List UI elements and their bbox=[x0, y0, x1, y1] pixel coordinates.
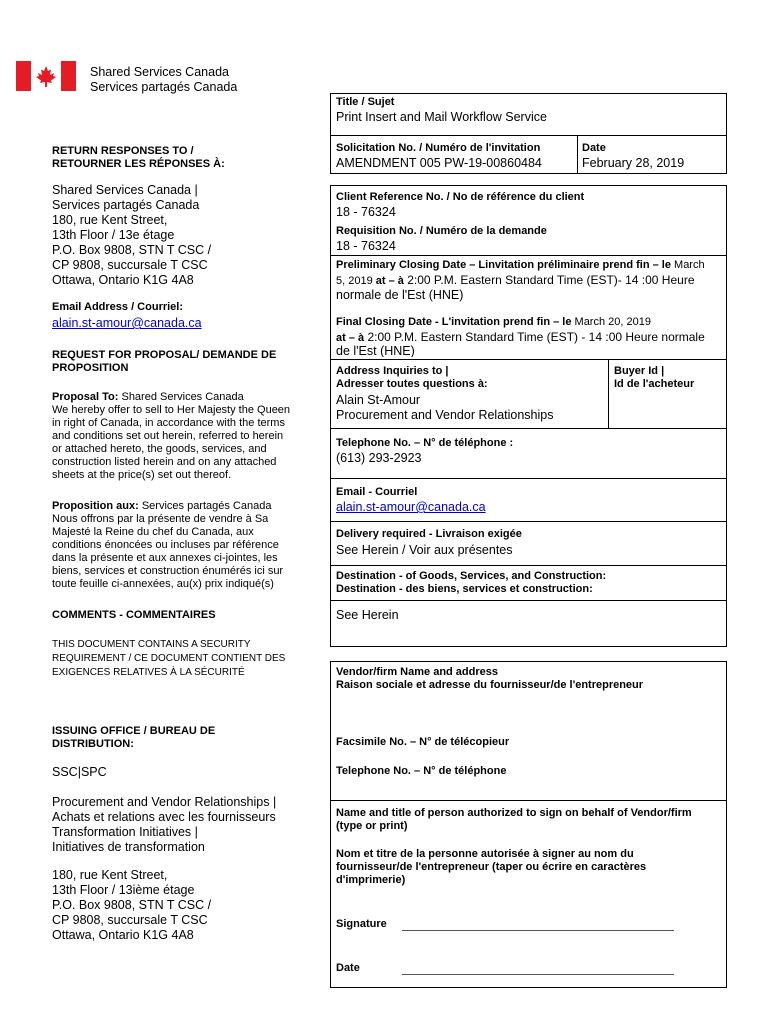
proposal-to-body: We hereby offer to sell to Her Majesty the Queen in right of Canada, in accordance with the terms and conditions set out herein, referred to herein or attached hereto, the goods, services, and construction listed herein and on any attached sheets at the price(s) set out thereof. bbox=[52, 404, 291, 481]
signature-label: Signature bbox=[336, 918, 387, 930]
destination-divider bbox=[330, 565, 727, 566]
prelim-line2-date: 5, 2019 bbox=[336, 275, 376, 287]
final-date: March 20, 2019 bbox=[571, 316, 651, 328]
title-value: Print Insert and Mail Workflow Service bbox=[336, 110, 547, 124]
client-ref-label: Client Reference No. / No de référence du client bbox=[336, 191, 585, 203]
prelim-label: Preliminary Closing Date – Linvitation préliminaire prend fin – le bbox=[336, 259, 671, 271]
final-line2-time: 2:00 P.M. Eastern Standard Time (EST) - 14 :00 Heure normale bbox=[364, 330, 705, 344]
date-divider bbox=[577, 135, 578, 174]
vendor-phone-label: Telephone No. – N° de téléphone bbox=[336, 765, 507, 777]
sign-date-line[interactable] bbox=[402, 974, 674, 975]
proposition-body: Nous offrons par la présente de vendre à Sa Majesté la Reine du chef du Canada, aux conditions énoncées ou incluses par référence dans la présente et aux annexes ci-jointes, les biens, services et construction énumérés ici sur toute feuille ci-annexées, au(x) prix indiqué(s) bbox=[52, 513, 284, 590]
title-label: Title / Sujet bbox=[336, 96, 395, 108]
title-divider bbox=[330, 135, 727, 136]
destination-value-divider bbox=[330, 600, 727, 601]
inquiries-divider bbox=[330, 359, 727, 360]
signer-label-fr: Nom et titre de la personne autorisée à signer au nom du fournisseur/de l'entrepreneur (taper ou écrire en caractères d'imprimerie) bbox=[336, 848, 647, 886]
prelim-line2-time: 2:00 P.M. Eastern Standard Time (EST)- 14 :00 Heure bbox=[403, 273, 695, 287]
prelim-line3: normale de l'Est (HNE) bbox=[336, 288, 464, 302]
phone-value: (613) 293-2923 bbox=[336, 451, 422, 465]
prelim-line2-at: at – à bbox=[375, 275, 404, 287]
inquiries-name: Alain St-Amour bbox=[336, 393, 421, 407]
buyer-divider bbox=[608, 359, 609, 428]
solicitation-label: Solicitation No. / Numéro de l'invitation bbox=[336, 142, 541, 154]
org-name-en: Shared Services Canada bbox=[90, 65, 229, 79]
delivery-value: See Herein / Voir aux présentes bbox=[336, 543, 513, 557]
final-closing bbox=[336, 316, 722, 329]
signer-label-en: Name and title of person authorized to sign on behalf of Vendor/firm (type or print) bbox=[336, 807, 692, 832]
issuing-heading: ISSUING OFFICE / BUREAU DE DISTRIBUTION: bbox=[52, 725, 216, 750]
issuing-code: SSC|SPC bbox=[52, 765, 107, 779]
proposal-to-label: Proposal To: bbox=[52, 391, 119, 403]
final-line2-at: at – à bbox=[336, 332, 365, 344]
fax-label: Facsimile No. – N° de télécopieur bbox=[336, 736, 510, 748]
email-divider bbox=[330, 478, 727, 479]
return-heading: RETURN RESPONSES TO / RETOURNER LES RÉPONSES À: bbox=[52, 145, 225, 170]
vendor-label: Vendor/firm Name and address Raison sociale et adresse du fournisseur/de l'entrepreneur bbox=[336, 666, 644, 691]
issuing-dept: Procurement and Vendor Relationships | Achats et relations avec les fournisseurs Transformation Initiatives | Initiatives de transformation bbox=[52, 795, 277, 854]
buyer-id-label: Buyer Id | Id de l'acheteur bbox=[614, 365, 695, 390]
right-email-link[interactable]: alain.st-amour@canada.ca bbox=[336, 500, 486, 514]
proposition-label: Proposition aux: bbox=[52, 500, 139, 512]
inquiries-label: Address Inquiries to | Adresser toutes questions à: bbox=[336, 365, 488, 390]
org-name-fr: Services partagés Canada bbox=[90, 80, 238, 94]
prelim-date: March bbox=[670, 259, 705, 271]
date-value: February 28, 2019 bbox=[582, 156, 685, 170]
prelim-divider bbox=[330, 255, 727, 256]
delivery-label: Delivery required - Livraison exigée bbox=[336, 528, 522, 540]
return-address: Shared Services Canada | Services partagés Canada 180, rue Kent Street, 13th Floor / 13e étage P.O. Box 9808, STN T CSC / CP 9808, succursale T CSC Ottawa, Ontario K1G 4A8 bbox=[52, 183, 212, 287]
signer-divider bbox=[330, 800, 727, 801]
phone-divider bbox=[330, 428, 727, 429]
prelim-closing bbox=[336, 259, 722, 272]
comments-heading: COMMENTS - COMMENTAIRES bbox=[52, 609, 216, 621]
date-label: Date bbox=[582, 142, 606, 154]
right-email-label: Email - Courriel bbox=[336, 486, 418, 498]
phone-label: Telephone No. – N° de téléphone : bbox=[336, 437, 514, 449]
delivery-divider bbox=[330, 521, 727, 522]
proposition bbox=[52, 500, 322, 513]
final-line3: de l'Est (HNE) bbox=[336, 344, 415, 357]
requisition-label: Requisition No. / Numéro de la demande bbox=[336, 225, 547, 237]
issuing-address: 180, rue Kent Street, 13th Floor / 13ième étage P.O. Box 9808, STN T CSC / CP 9808, succursale T CSC Ottawa, Ontario K1G 4A8 bbox=[52, 868, 212, 942]
inquiries-dept: Procurement and Vendor Relationships bbox=[336, 408, 554, 422]
requisition-value: 18 - 76324 bbox=[336, 239, 396, 253]
signature-line[interactable] bbox=[402, 930, 674, 931]
solicitation-value: AMENDMENT 005 PW-19-00860484 bbox=[336, 156, 542, 170]
destination-value: See Herein bbox=[336, 608, 399, 622]
email-label: Email Address / Courriel: bbox=[52, 301, 184, 313]
client-ref-value: 18 - 76324 bbox=[336, 205, 396, 219]
final-label: Final Closing Date - L'invitation prend fin – le bbox=[336, 316, 572, 328]
security-notice: THIS DOCUMENT CONTAINS A SECURITY REQUIREMENT / CE DOCUMENT CONTIENT DES EXIGENCES RELATIVES À LA SÉCURITÉ bbox=[52, 639, 286, 678]
sign-date-label: Date bbox=[336, 962, 360, 974]
proposal-to bbox=[52, 391, 322, 404]
proposition-value: Services partagés Canada bbox=[138, 500, 272, 512]
canada-flag-icon bbox=[16, 61, 76, 91]
prelim-line2 bbox=[336, 273, 726, 289]
email-link[interactable]: alain.st-amour@canada.ca bbox=[52, 316, 202, 330]
rfp-heading: REQUEST FOR PROPOSAL/ DEMANDE DE PROPOSITION bbox=[52, 349, 277, 374]
destination-label: Destination - of Goods, Services, and Construction: Destination - des biens, services et construction: bbox=[336, 570, 607, 595]
proposal-to-value: Shared Services Canada bbox=[118, 391, 244, 403]
